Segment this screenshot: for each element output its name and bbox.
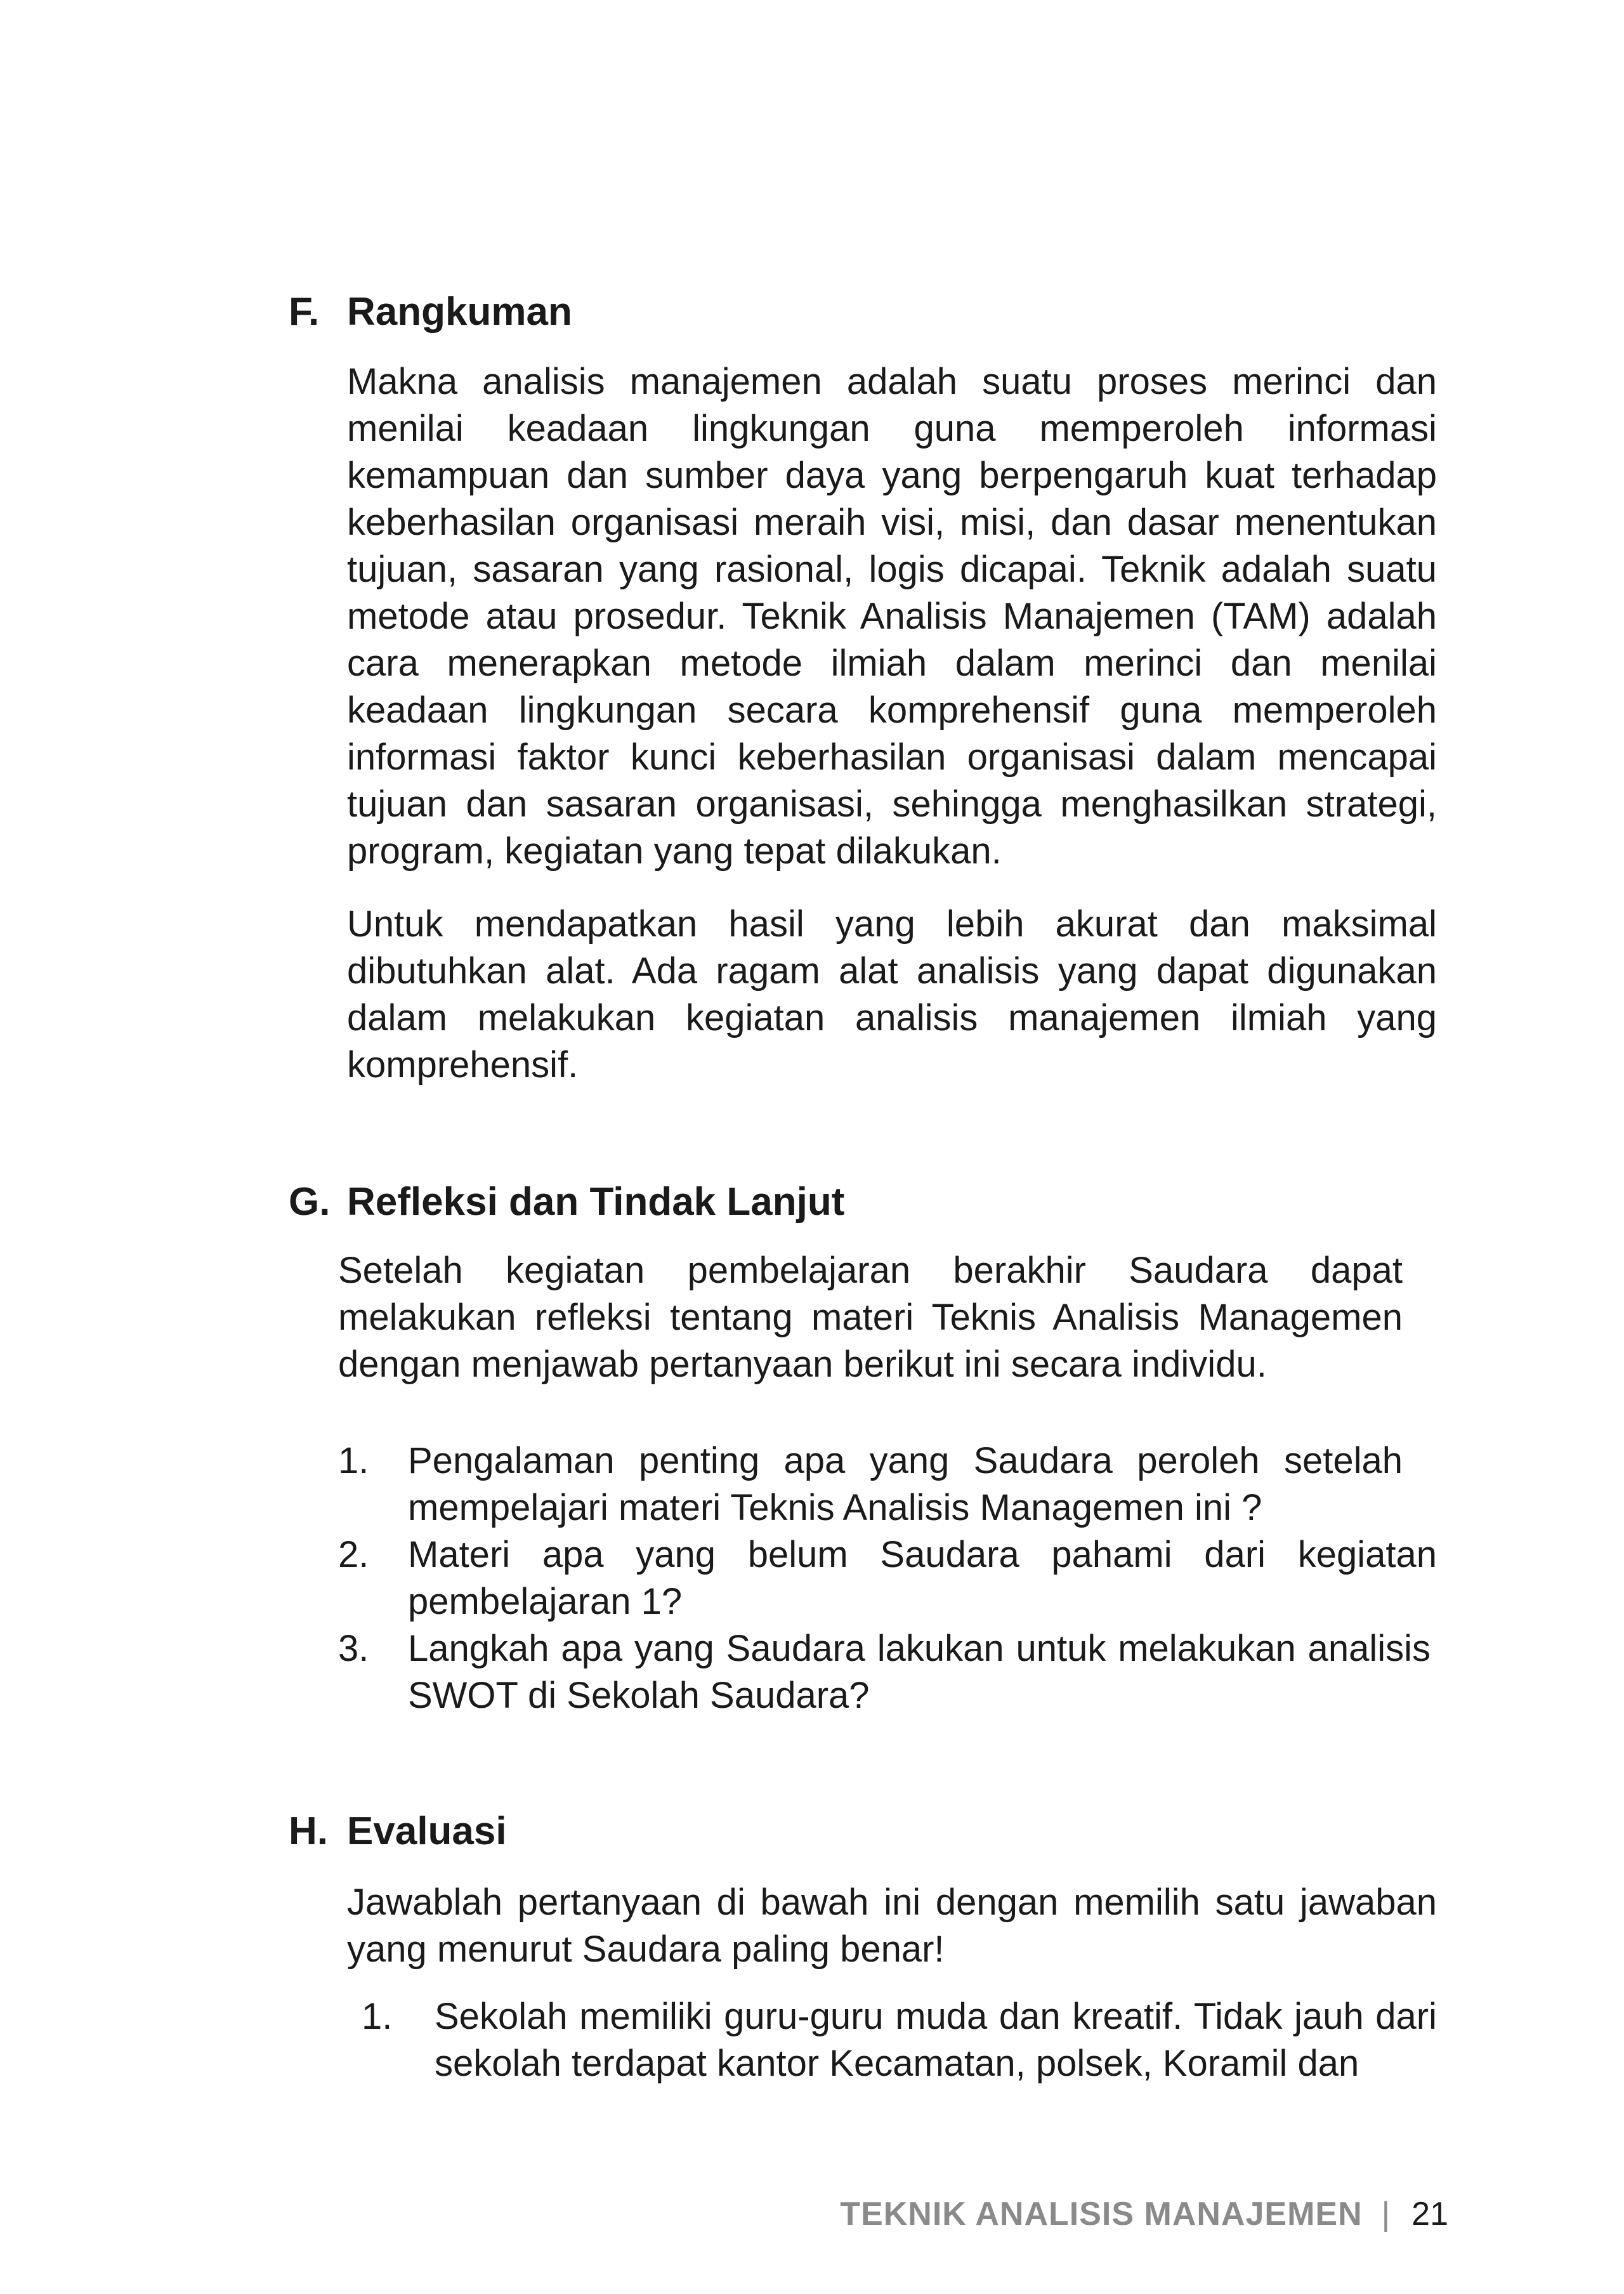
footer-title: TEKNIK ANALISIS MANAJEMEN: [840, 2196, 1363, 2232]
list-item-text: Pengalaman penting apa yang Saudara peroleh setelah mempelajari materi Teknis Analisis Managemen ini ?: [408, 1440, 1403, 1528]
page-number: 21: [1411, 2196, 1448, 2232]
reflection-question-list: [338, 1438, 1437, 1719]
list-item: [338, 1438, 1437, 1531]
list-item: [362, 1993, 1437, 2087]
section-h-letter: H.: [289, 1809, 328, 1853]
page-footer: [840, 2194, 1448, 2234]
evaluation-question-list: [362, 1993, 1437, 2087]
footer-separator: |: [1381, 2196, 1391, 2232]
section-g-letter: G.: [289, 1180, 331, 1224]
section-f-letter: F.: [289, 290, 320, 334]
list-item-number: 2.: [338, 1534, 369, 1575]
section-g-title: Refleksi dan Tindak Lanjut: [347, 1180, 845, 1224]
list-item-text: Sekolah memiliki guru-guru muda dan kreatif. Tidak jauh dari sekolah terdapat kantor Kecamatan, polsek, Koramil dan: [435, 1996, 1437, 2084]
section-h-intro: Jawablah pertanyaan di bawah ini dengan memilih satu jawaban yang menurut Saudara paling benar!: [347, 1882, 1437, 1970]
list-item-text: Langkah apa yang Saudara lakukan untuk melakukan analisis SWOT di Sekolah Saudara?: [408, 1628, 1431, 1716]
section-h-heading: [289, 1808, 507, 1855]
list-item-number: 1.: [362, 1996, 393, 2037]
section-f-heading: [289, 289, 572, 336]
section-g-intro: Setelah kegiatan pembelajaran berakhir Saudara dapat melakukan refleksi tentang materi Teknis Analisis Managemen dengan menjawab pertanyaan berikut ini secara individu.: [338, 1250, 1403, 1385]
list-item-number: 3.: [338, 1628, 369, 1669]
list-item-text: Materi apa yang belum Saudara pahami dari kegiatan pembelajaran 1?: [408, 1534, 1437, 1622]
list-item: [338, 1531, 1437, 1625]
section-h-title: Evaluasi: [347, 1809, 507, 1853]
section-f-paragraph-2: Untuk mendapatkan hasil yang lebih akurat dan maksimal dibutuhkan alat. Ada ragam alat analisis yang dapat digunakan dalam melakukan kegiatan analisis manajemen ilmiah yang komprehensif.: [347, 903, 1437, 1085]
section-f-title: Rangkuman: [347, 290, 572, 334]
section-g-heading: [289, 1179, 844, 1226]
list-item: [338, 1625, 1437, 1719]
section-f-paragraph-1: Makna analisis manajemen adalah suatu proses merinci dan menilai keadaan lingkungan guna memperoleh informasi kemampuan dan sumber daya yang berpengaruh kuat terhadap keberhasilan organisasi meraih visi, misi, dan dasar menentukan tujuan, sasaran yang rasional, logis dicapai. Teknik adalah suatu metode atau prosedur. Teknik Analisis Manajemen (TAM) adalah cara menerapkan metode ilmiah dalam merinci dan menilai keadaan lingkungan secara komprehensif guna memperoleh informasi faktor kunci keberhasilan organisasi dalam mencapai tujuan dan sasaran organisasi, sehingga menghasilkan strategi, program, kegiatan yang tepat dilakukan.: [347, 361, 1437, 872]
list-item-number: 1.: [338, 1440, 369, 1481]
